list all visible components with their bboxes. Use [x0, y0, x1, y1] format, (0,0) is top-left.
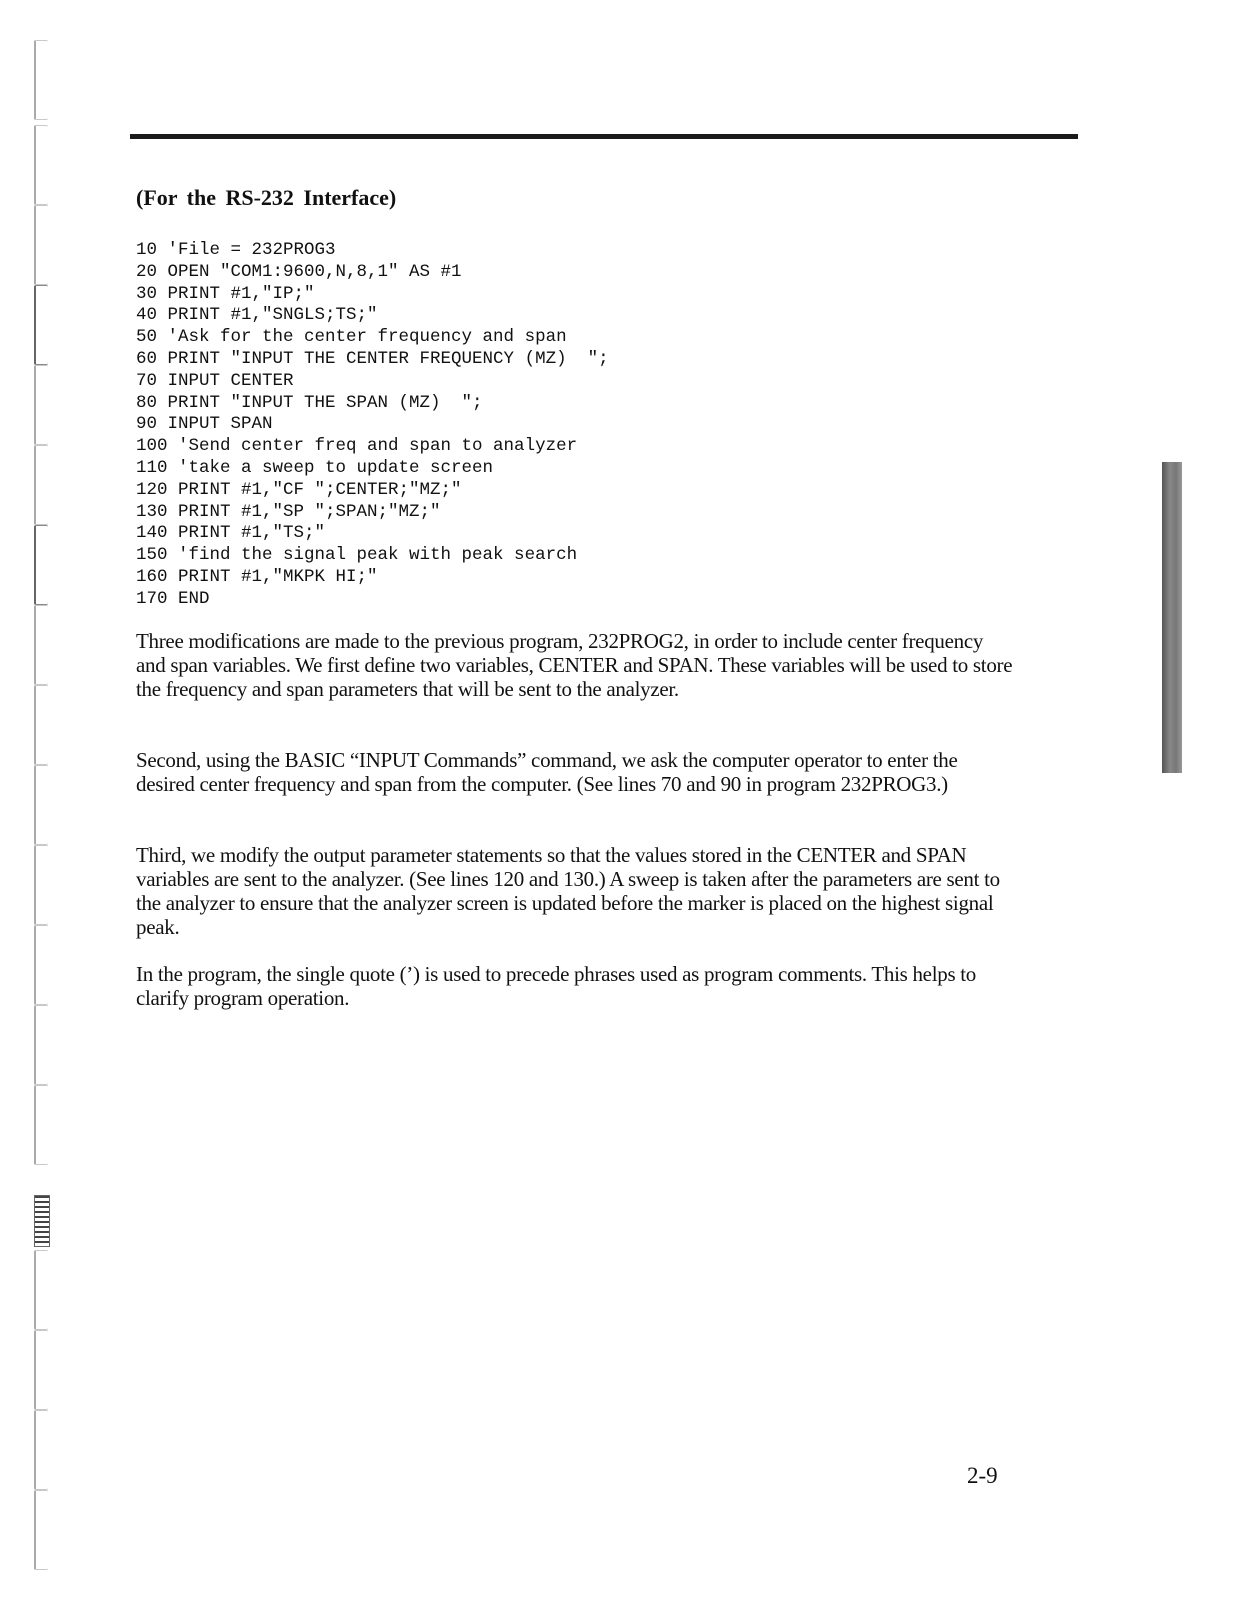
binder-tab-stack	[34, 1195, 50, 1247]
code-line: 80 PRINT "INPUT THE SPAN (MZ) ";	[136, 392, 483, 413]
code-line: 110 'take a sweep to update screen	[136, 457, 494, 478]
code-line: 20 OPEN "COM1:9600,N,8,1" AS #1	[136, 261, 462, 282]
code-line: 150 'find the signal peak with peak search	[136, 545, 578, 566]
code-line: 120 PRINT #1,"CF ";CENTER;"MZ;"	[136, 479, 462, 500]
binder-mark	[34, 605, 48, 685]
code-line: 90 INPUT SPAN	[136, 414, 273, 435]
binder-mark	[34, 1330, 48, 1410]
binder-mark	[34, 525, 48, 605]
paragraph-second: Second, using the BASIC “INPUT Commands” command, we ask the computer operator to enter the desired center frequency and span from the computer. (See lines 70 and 90 in program 232PROG3.)	[136, 748, 958, 796]
code-listing	[136, 240, 609, 611]
paragraph-modifications: Three modifications are made to the previous program, 232PROG2, in order to include center frequency and span variables. We first define two variables, CENTER and SPAN. These variables will be used to store the frequency and span parameters that will be sent to the analyzer.	[136, 629, 1013, 701]
code-line: 50 'Ask for the center frequency and span	[136, 327, 567, 348]
code-line: 170 END	[136, 588, 210, 609]
code-line: 10 'File = 232PROG3	[136, 240, 336, 260]
binder-mark	[34, 1250, 48, 1330]
binder-mark	[34, 925, 48, 1005]
binder-mark	[34, 445, 48, 525]
binder-hole-marks	[30, 40, 60, 1560]
binder-mark	[34, 1490, 48, 1570]
binder-mark	[34, 1410, 48, 1490]
binder-mark	[34, 40, 48, 120]
page-number: 2-9	[967, 1463, 998, 1488]
change-bar	[1162, 462, 1182, 773]
code-line: 100 'Send center freq and span to analyzer	[136, 436, 578, 457]
section-heading: (For the RS-232 Interface)	[136, 185, 397, 210]
binder-mark	[34, 125, 48, 205]
code-line: 60 PRINT "INPUT THE CENTER FREQUENCY (MZ) ";	[136, 348, 609, 369]
top-rule	[130, 134, 1078, 139]
binder-mark	[34, 365, 48, 445]
code-line: 160 PRINT #1,"MKPK HI;"	[136, 566, 378, 587]
code-line: 130 PRINT #1,"SP ";SPAN;"MZ;"	[136, 501, 441, 522]
paragraph-comments: In the program, the single quote (’) is used to precede phrases used as program comments. This helps to clarify program operation.	[136, 962, 976, 1010]
binder-mark	[34, 205, 48, 285]
code-line: 70 INPUT CENTER	[136, 370, 294, 391]
binder-mark	[34, 285, 48, 365]
code-line: 40 PRINT #1,"SNGLS;TS;"	[136, 305, 378, 326]
code-line: 140 PRINT #1,"TS;"	[136, 523, 326, 544]
code-line: 30 PRINT #1,"IP;"	[136, 283, 315, 304]
binder-mark	[34, 685, 48, 765]
binder-mark	[34, 1085, 48, 1165]
paragraph-third: Third, we modify the output parameter statements so that the values stored in the CENTER and SPAN variables are sent to the analyzer. (See lines 120 and 130.) A sweep is taken after the parameters are sent to the analyzer to ensure that the analyzer screen is updated before the marker is placed on the highest signal peak.	[136, 843, 1000, 939]
binder-mark	[34, 845, 48, 925]
binder-mark	[34, 1005, 48, 1085]
binder-mark	[34, 765, 48, 845]
